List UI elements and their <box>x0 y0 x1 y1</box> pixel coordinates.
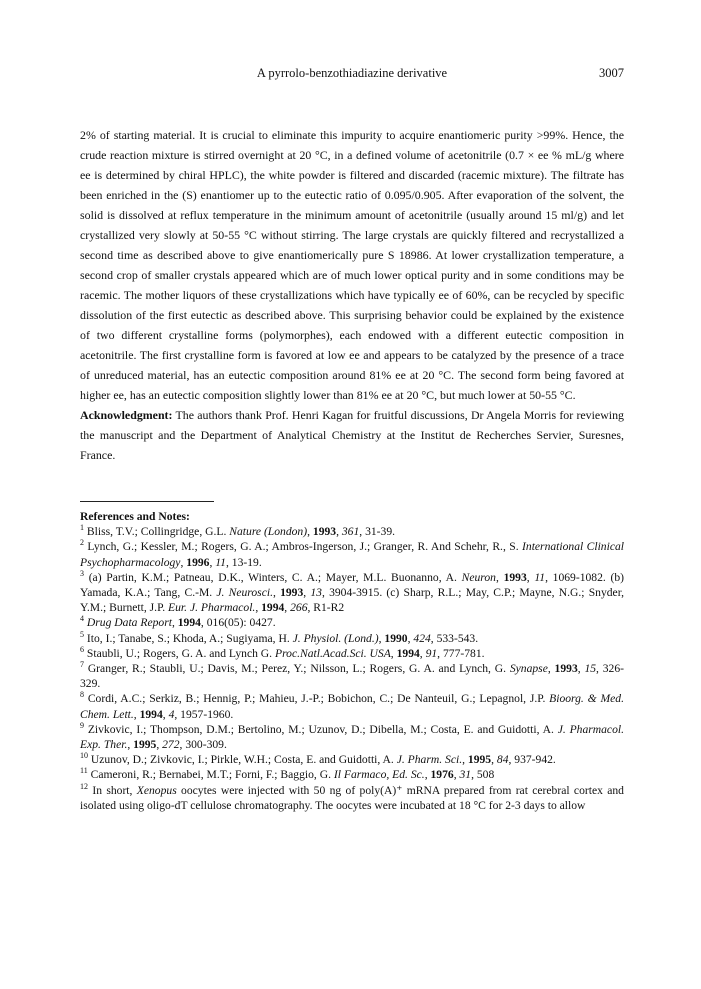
reference-text: 1993 <box>503 570 527 584</box>
reference-text: , <box>526 570 535 584</box>
reference-text: Proc.Natl.Acad.Sci. USA <box>274 646 391 660</box>
reference-text: J. Physiol. (Lond.) <box>292 631 379 645</box>
reference-text: 11 <box>534 570 546 584</box>
reference-text: , <box>577 662 585 676</box>
reference-number: 9 <box>80 720 84 730</box>
body-paragraph: 2% of starting material. It is crucial to eliminate this impurity to acquire enantiomeric purity >99%. Hence, the crude reaction mixture is stirred overnight at 20 °C, in a defined volume of acetonitrile (0.7 × ee % mL/g where ee is determined by chiral HPLC), the white powder is filtered and discarded (racemic mixture). The filtrate has been enriched in the (S) enantiomer up to the eutectic ratio of 0.095/0.905. After evaporation of the solvent, the solid is dissolved at reflux temperature in the minimum amount of acetonitrile (usually around 15 ml/g) and let crystallized very slowly at 50-55 °C without stirring. The large crystals are quickly filtered and recrystallized a second time as described above to give enantiomerically pure S 18986. At lower crystallization temperature, a second crop of smaller crystals appeared which are of much lower optical purity and in some conditions may be racemic. The mother liquors of these crystallizations which have typically ee of 60%, can be recycled by specific dissolution of the first eutectic as described above. This surprising behavior could be explained by the existence of two different crystalline forms (polymorphes), each endowed with a different eutectic composition in acetonitrile. The first crystalline form is favored at low ee and appears to be catalyzed by the presence of a trace of unreduced material, has an eutectic composition around 81% ee at 20 °C. The second form being favored at higher ee, has an eutectic composition slightly lower than 81% ee at 20 °C, but much lower at 50-55 °C. <box>80 128 624 402</box>
reference-text: 1993 <box>554 662 578 676</box>
reference-item <box>80 691 624 721</box>
reference-number: 6 <box>80 644 84 654</box>
reference-text: , <box>162 707 169 721</box>
reference-text: 91 <box>425 646 438 660</box>
reference-text: , <box>171 616 178 630</box>
reference-text: 84 <box>496 753 509 767</box>
reference-number: 10 <box>80 751 88 761</box>
reference-text: 15 <box>584 662 597 676</box>
reference-text: 1995 <box>467 753 492 767</box>
reference-text: International Clinical Psychopharmacology <box>80 540 624 569</box>
reference-item <box>80 524 624 539</box>
reference-text: , <box>491 753 497 767</box>
reference-text: J. Pharm. Sci. <box>396 753 463 767</box>
reference-item <box>80 570 624 616</box>
reference-text: 1994 <box>261 601 285 615</box>
references-heading: References and Notes: <box>80 510 190 523</box>
running-title: A pyrrolo-benzothiadiazine derivative <box>256 66 448 80</box>
reference-text: Cordi, A.C.; Serkiz, B.; Hennig, P.; Mahieu, J.-P.; Bobichon, C.; De Nanteuil, G.; Lepagnol, J.P. <box>87 692 550 706</box>
body-text <box>80 125 624 465</box>
reference-text: , 1957-1960. <box>174 707 234 721</box>
reference-text: Granger, R.; Staubli, U.; Davis, M.; Perez, Y.; Nilsson, L.; Rogers, G. A. and Lynch, G. <box>87 662 510 676</box>
reference-text: Staubli, U.; Rogers, G. A. and Lynch G. <box>86 646 275 660</box>
reference-item <box>80 722 624 752</box>
reference-text: Drug Data Report <box>86 616 172 630</box>
reference-text: Neuron <box>461 570 496 584</box>
reference-text: 1990 <box>384 631 408 645</box>
running-header <box>80 66 624 84</box>
reference-text: Zivkovic, I.; Thompson, D.M.; Bertolino, M.; Uzunov, D.; Dibella, M.; Costa, E. and Guidotti, A. <box>87 722 558 736</box>
reference-text: , <box>303 586 311 600</box>
reference-text: , <box>307 525 313 539</box>
reference-text: Bioorg. & Med. Chem. Lett. <box>80 692 624 721</box>
reference-text: 424 <box>413 631 431 645</box>
reference-text: oocytes were injected with 50 ng of poly(A)⁺ mRNA prepared from rat cerebral cortex and isolated using oligo-dT cellulose chromatography. The oocytes were incubated at 18 °C for 2-3 days to allow <box>80 783 624 812</box>
reference-text: 1996 <box>186 555 210 569</box>
reference-text: , 13-19. <box>225 555 262 569</box>
reference-text: 1994 <box>139 707 163 721</box>
reference-number: 4 <box>80 614 84 624</box>
reference-text: , <box>462 753 468 767</box>
reference-text: , 1069-1082. (b) Yamada, K.A.; Tang, C.-M. <box>80 570 625 600</box>
reference-text: , <box>390 646 397 660</box>
reference-text: , 300-309. <box>179 738 227 752</box>
reference-text: Cameroni, R.; Bernabei, M.T.; Forni, F.; Baggio, G. <box>90 768 334 782</box>
reference-text: , <box>284 601 291 615</box>
reference-text: , <box>495 570 504 584</box>
reference-text: , <box>547 662 555 676</box>
reference-text: , 326-329. <box>80 662 624 691</box>
reference-number: 5 <box>80 629 84 639</box>
acknowledgment-paragraph <box>80 405 624 465</box>
reference-item <box>80 539 624 569</box>
reference-text: , <box>336 525 342 539</box>
reference-text: , <box>453 768 460 782</box>
reference-number: 1 <box>80 523 84 533</box>
reference-text: Bliss, T.V.; Collingridge, G.L. <box>86 525 230 539</box>
acknowledgment-label: Acknowledgment: <box>80 408 173 422</box>
reference-text: , <box>127 738 134 752</box>
reference-text: , 533-543. <box>430 631 479 645</box>
reference-text: , <box>180 555 187 569</box>
reference-text: , 016(05): 0427. <box>200 616 276 630</box>
reference-number: 2 <box>80 538 84 548</box>
reference-number: 8 <box>80 690 84 700</box>
reference-text: Synapse <box>509 662 548 676</box>
reference-text: , 31-39. <box>359 525 396 539</box>
reference-text: Nature (London) <box>229 525 308 539</box>
reference-item <box>80 646 624 661</box>
reference-text: 361 <box>341 525 360 539</box>
reference-text: 1993 <box>312 525 337 539</box>
page-number: 3007 <box>599 66 624 80</box>
reference-text: 272 <box>162 738 180 752</box>
reference-text: , <box>133 707 140 721</box>
reference-text: , <box>156 738 163 752</box>
reference-number: 11 <box>80 766 88 776</box>
reference-text: 1976 <box>430 768 454 782</box>
reference-text: 1995 <box>133 738 157 752</box>
reference-item <box>80 615 624 630</box>
reference-text: J. Neurosci. <box>216 586 273 600</box>
reference-text: Il Farmaco, Ed. Sc. <box>333 768 425 782</box>
reference-text: , <box>424 768 431 782</box>
reference-text: , <box>419 646 426 660</box>
reference-text: Uzunov, D.; Zivkovic, I.; Pirkle, W.H.; Costa, E. and Guidotti, A. <box>90 753 397 767</box>
reference-text: 1994 <box>177 616 201 630</box>
reference-text: 31 <box>459 768 472 782</box>
reference-text: Ito, I.; Tanabe, S.; Khoda, A.; Sugiyama, H. <box>86 631 293 645</box>
footnote-divider <box>80 501 214 502</box>
reference-item <box>80 783 624 813</box>
reference-text: In short, <box>92 783 137 797</box>
reference-text: , R1-R2 <box>307 601 345 615</box>
reference-text: , <box>209 555 216 569</box>
reference-text: , <box>255 601 262 615</box>
reference-item <box>80 767 624 782</box>
reference-number: 12 <box>80 781 88 791</box>
reference-item <box>80 631 624 646</box>
reference-text: Lynch, G.; Kessler, M.; Rogers, G. A.; Ambros-Ingerson, J.; Granger, R. And Schehr, R., S. <box>87 540 523 554</box>
references-section <box>80 509 624 813</box>
reference-text: , <box>378 631 385 645</box>
reference-text: 266 <box>290 601 308 615</box>
reference-text: (a) Partin, K.M.; Patneau, D.K., Winters, C. A.; Mayer, M.L. Buonanno, A. <box>88 570 462 584</box>
reference-text: , 777-781. <box>437 646 485 660</box>
reference-text: Xenopus <box>136 783 177 797</box>
reference-text: J. Pharmacol. Exp. Ther. <box>80 722 624 752</box>
reference-text: 4 <box>168 707 175 721</box>
reference-text: , 3904-3915. (c) Sharp, R.L.; May, C.P.; Mayne, N.G.; Snyder, Y.M.; Burnett, J.P. <box>80 586 624 615</box>
reference-number: 3 <box>80 568 84 578</box>
reference-text: , 937-942. <box>508 753 556 767</box>
reference-text: 1993 <box>280 586 304 600</box>
reference-text: Eur. J. Pharmacol. <box>168 601 256 615</box>
reference-item <box>80 661 624 691</box>
reference-text: 13 <box>310 586 322 600</box>
references-list <box>80 524 624 813</box>
reference-text: , <box>407 631 414 645</box>
reference-text: 1994 <box>396 646 420 660</box>
reference-text: 11 <box>215 555 226 569</box>
reference-number: 7 <box>80 660 84 670</box>
reference-item <box>80 752 624 767</box>
reference-text: , 508 <box>471 768 495 782</box>
acknowledgment-text: The authors thank Prof. Henri Kagan for fruitful discussions, Dr Angela Morris for reviewing the manuscript and the Department of Analytical Chemistry at the Institut de Recherches Servier, Suresnes, France. <box>80 408 624 462</box>
reference-text: , <box>272 586 281 600</box>
